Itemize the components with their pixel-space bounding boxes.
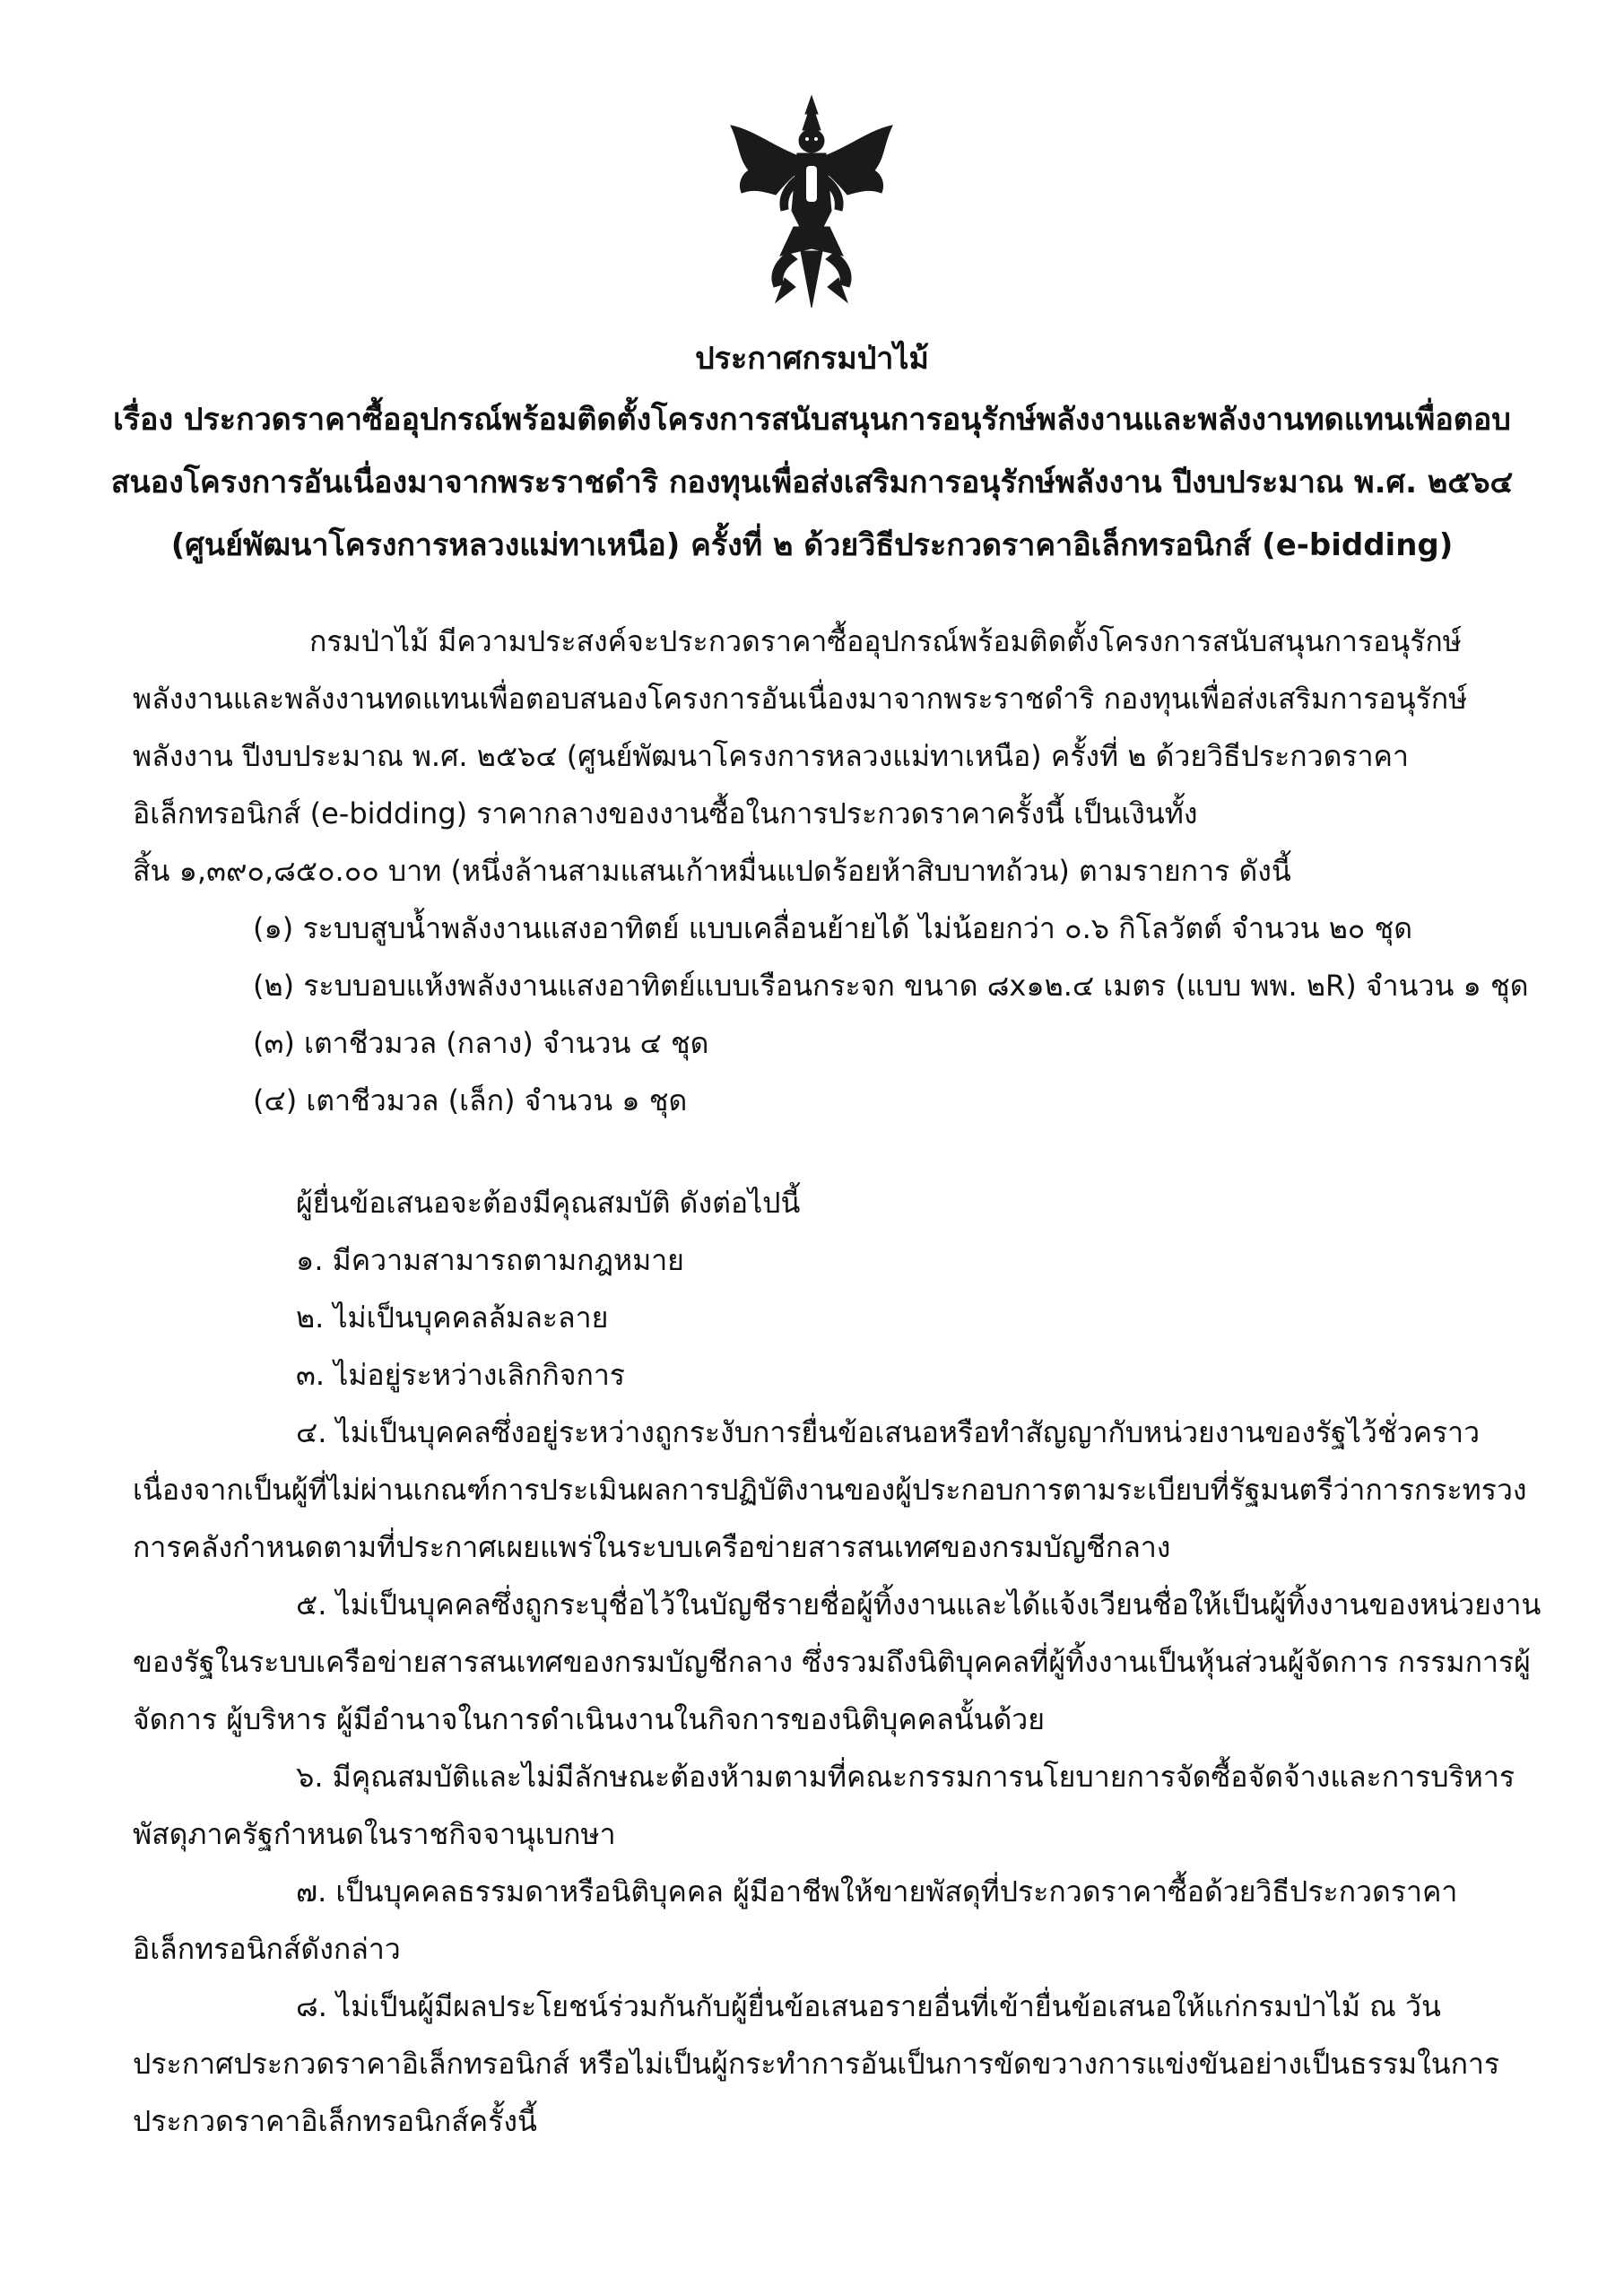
qualification-line: ๗. เป็นบุคคลธรรมดาหรือนิติบุคคล ผู้มีอาชีพให้ขายพัสดุที่ประกวดราคาซื้อด้วยวิธีประกวดราคา (296, 1874, 1458, 1909)
document-title: ประกาศกรมป่าไม้ (695, 341, 929, 377)
qualification-line: ๒. ไม่เป็นบุคคลล้มละลาย (296, 1300, 609, 1335)
intro-line: สิ้น ๑,๓๙๐,๘๕๐.๐๐ บาท (หนึ่งล้านสามแสนเก้าหมื่นแปดร้อยห้าสิบบาทถ้วน) ตามรายการ ดังนี้ (133, 854, 1291, 888)
qualification-line: ๓. ไม่อยู่ระหว่างเลิกกิจการ (296, 1358, 625, 1392)
subject-line: เรื่อง ประกวดราคาซื้ออุปกรณ์พร้อมติดตั้งโครงการสนับสนุนการอนุรักษ์พลังงานและพลังงานทดแทนเพื่อตอบ (113, 402, 1511, 438)
qualifications-intro: ผู้ยื่นข้อเสนอจะต้องมีคุณสมบัติ ดังต่อไปนี้ (296, 1186, 801, 1220)
intro-line: พลังงาน ปีงบประมาณ พ.ศ. ๒๕๖๔ (ศูนย์พัฒนาโครงการหลวงแม่ทาเหนือ) ครั้งที่ ๒ ด้วยวิธีประกวดราคา (133, 739, 1409, 773)
qualification-line: อิเล็กทรอนิกส์ดังกล่าว (133, 1932, 401, 1966)
list-item: (๒) ระบบอบแห้งพลังงานแสงอาทิตย์แบบเรือนกระจก ขนาด ๘x๑๒.๔ เมตร (แบบ พพ. ๒R) จำนวน ๑ ชุด (253, 969, 1529, 1003)
subject-line: สนองโครงการอันเนื่องมาจากพระราชดำริ กองทุนเพื่อส่งเสริมการอนุรักษ์พลังงาน ปีงบประมาณ พ.ศ. ๒๕๖๔ (110, 465, 1514, 500)
qualification-line: การคลังกำหนดตามที่ประกาศเผยแพร่ในระบบเครือข่ายสารสนเทศของกรมบัญชีกลาง (133, 1530, 1171, 1564)
qualification-line: ๑. มีความสามารถตามกฎหมาย (296, 1243, 684, 1277)
qualification-line: เนื่องจากเป็นผู้ที่ไม่ผ่านเกณฑ์การประเมินผลการปฏิบัติงานของผู้ประกอบการตามระเบียบที่รัฐมนตรีว่าการกระทรวง (133, 1473, 1527, 1507)
intro-line: กรมป่าไม้ มีความประสงค์จะประกวดราคาซื้ออุปกรณ์พร้อมติดตั้งโครงการสนับสนุนการอนุรักษ์ (309, 624, 1462, 658)
qualification-line: ประกาศประกวดราคาอิเล็กทรอนิกส์ หรือไม่เป็นผู้กระทำการอันเป็นการขัดขวางการแข่งขันอย่างเป็นธรรมในการ (133, 2047, 1500, 2081)
qualification-line: พัสดุภาครัฐกำหนดในราชกิจจานุเบกษา (133, 1817, 616, 1851)
qualification-line: ๔. ไม่เป็นบุคคลซึ่งอยู่ระหว่างถูกระงับการยื่นข้อเสนอหรือทำสัญญากับหน่วยงานของรัฐไว้ชั่วคราว (296, 1415, 1481, 1449)
qualification-line: ๖. มีคุณสมบัติและไม่มีลักษณะต้องห้ามตามที่คณะกรรมการนโยบายการจัดซื้อจัดจ้างและการบริหาร (296, 1760, 1515, 1794)
intro-line: พลังงานและพลังงานทดแทนเพื่อตอบสนองโครงการอันเนื่องมาจากพระราชดำริ กองทุนเพื่อส่งเสริมการอนุรักษ์ (133, 682, 1468, 716)
qualification-line: ๘. ไม่เป็นผู้มีผลประโยชน์ร่วมกันกับผู้ยื่นข้อเสนอรายอื่นที่เข้ายื่นข้อเสนอให้แก่กรมป่าไม้ ณ วัน (296, 1989, 1441, 2023)
garuda-emblem (722, 94, 901, 309)
list-item: (๓) เตาชีวมวล (กลาง) จำนวน ๔ ชุด (253, 1026, 709, 1060)
intro-line: อิเล็กทรอนิกส์ (e-bidding) ราคากลางของงานซื้อในการประกวดราคาครั้งนี้ เป็นเงินทั้ง (133, 796, 1198, 831)
subject-line: (ศูนย์พัฒนาโครงการหลวงแม่ทาเหนือ) ครั้งที่ ๒ ด้วยวิธีประกวดราคาอิเล็กทรอนิกส์ (e-bidding) (170, 527, 1454, 563)
qualification-line: ของรัฐในระบบเครือข่ายสารสนเทศของกรมบัญชีกลาง ซึ่งรวมถึงนิติบุคคลที่ผู้ทิ้งงานเป็นหุ้นส่วนผู้จัดการ กรรมการผู้ (133, 1645, 1531, 1679)
qualification-line: จัดการ ผู้บริหาร ผู้มีอำนาจในการดำเนินงานในกิจการของนิติบุคคลนั้นด้วย (133, 1702, 1045, 1736)
qualification-line: ๕. ไม่เป็นบุคคลซึ่งถูกระบุชื่อไว้ในบัญชีรายชื่อผู้ทิ้งงานและได้แจ้งเวียนชื่อให้เป็นผู้ทิ้งงานของหน่วยงาน (296, 1587, 1541, 1622)
list-item: (๑) ระบบสูบน้ำพลังงานแสงอาทิตย์ แบบเคลื่อนย้ายได้ ไม่น้อยกว่า ๐.๖ กิโลวัตต์ จำนวน ๒๐ ชุด (253, 911, 1412, 945)
qualification-line: ประกวดราคาอิเล็กทรอนิกส์ครั้งนี้ (133, 2104, 537, 2138)
list-item: (๔) เตาชีวมวล (เล็ก) จำนวน ๑ ชุด (253, 1083, 688, 1118)
